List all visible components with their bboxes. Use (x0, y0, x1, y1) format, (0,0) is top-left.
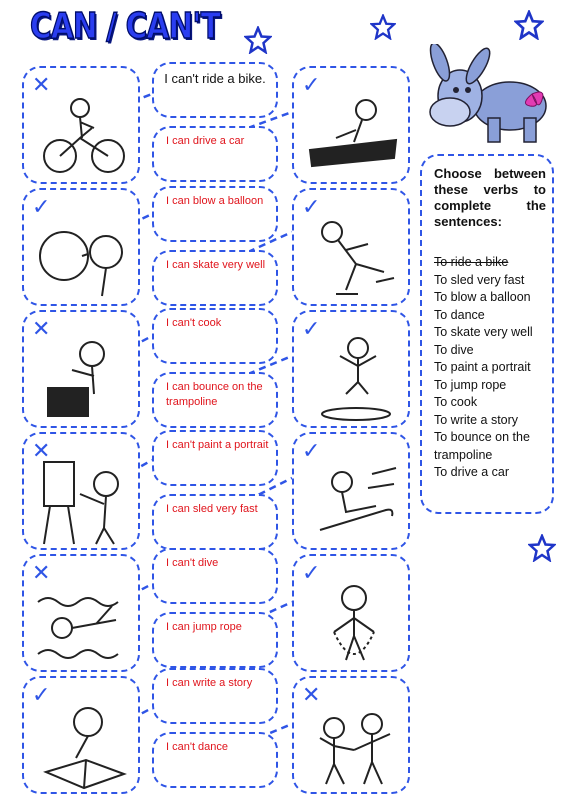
sentence-box[interactable] (152, 308, 278, 364)
sentence-box (152, 62, 278, 118)
sentence-text: I can skate very well (166, 259, 266, 271)
verb-item: To cook (434, 395, 478, 409)
sentence-text: I can blow a balloon (166, 195, 264, 207)
image-box-sledding (292, 432, 410, 550)
image-box-dancing (292, 676, 410, 794)
jump-rope-drawing (306, 576, 400, 670)
balloon-drawing (36, 210, 130, 304)
check-icon: ✓ (302, 194, 321, 219)
verb-item: To write a story (434, 412, 519, 427)
check-icon: ✓ (302, 438, 321, 463)
diving-drawing (36, 576, 130, 670)
check-icon: ✓ (302, 316, 321, 341)
sentence-text: I can't cook (166, 317, 222, 329)
sentence-box[interactable] (152, 186, 278, 242)
sentence-text: I can write a story (166, 677, 253, 689)
check-icon: ✓ (302, 560, 321, 585)
image-box-driving-car (292, 66, 410, 184)
sentence-box[interactable] (152, 612, 278, 668)
sentence-text: I can sled very fast (166, 503, 258, 515)
image-box-trampoline (292, 310, 410, 428)
verb-panel (420, 154, 554, 514)
check-icon: ✓ (302, 72, 321, 97)
bike-drawing (36, 88, 130, 182)
trampoline-drawing (306, 332, 400, 426)
verb-item: To blow a balloon (434, 290, 531, 304)
sentence-text: I can't dance (166, 741, 229, 753)
cross-icon: ✕ (32, 438, 51, 463)
sentence-box[interactable] (152, 372, 278, 428)
car-drawing (306, 88, 400, 182)
image-box-cooking (22, 310, 140, 428)
panel-title: Choose between these verbs to complete the sentences: (434, 166, 546, 229)
page-title: CAN / CAN'T (30, 6, 220, 47)
verb-item: To jump rope (434, 377, 507, 392)
image-box-diving (22, 554, 140, 672)
check-icon: ✓ (32, 682, 51, 707)
sentence-text: I can't paint a portrait (166, 439, 269, 451)
image-box-skating (292, 188, 410, 306)
sentence-text: I can't dive (166, 557, 219, 569)
cross-icon: ✕ (302, 682, 321, 707)
image-box-writing (22, 676, 140, 794)
verb-item: To bounce on the trampoline (434, 430, 530, 462)
sentence-box[interactable] (152, 126, 278, 182)
verb-item: To drive a car (434, 465, 510, 479)
sled-drawing (306, 454, 400, 548)
image-box-riding-bike (22, 66, 140, 184)
sentence-text: I can bounce on the trampoline (166, 381, 263, 408)
sentence-text: I can drive a car (166, 135, 245, 147)
skating-drawing (306, 210, 400, 304)
sentence-text: I can jump rope (166, 621, 242, 633)
sentence-box[interactable] (152, 548, 278, 604)
writing-drawing (36, 698, 130, 792)
sentence-text: I can't ride a bike. (164, 71, 266, 86)
verb-list (434, 254, 554, 482)
sentence-box[interactable] (152, 250, 278, 306)
sentence-box[interactable] (152, 430, 278, 486)
verb-item: To dance (434, 307, 485, 322)
verb-item: To dive (434, 342, 474, 357)
cross-icon: ✕ (32, 316, 51, 341)
cross-icon: ✕ (32, 560, 51, 585)
sentence-box[interactable] (152, 732, 278, 788)
sentence-box[interactable] (152, 668, 278, 724)
sentence-box[interactable] (152, 494, 278, 550)
verb-item: To ride a bike (434, 255, 509, 269)
painting-drawing (36, 454, 130, 548)
verb-item: To sled very fast (434, 272, 525, 287)
image-box-blowing-balloon (22, 188, 140, 306)
dancing-drawing (306, 698, 400, 792)
cross-icon: ✕ (32, 72, 51, 97)
check-icon: ✓ (32, 194, 51, 219)
image-box-jump-rope (292, 554, 410, 672)
verb-item: To paint a portrait (434, 360, 531, 374)
image-box-painting (22, 432, 140, 550)
verb-item: To skate very well (434, 325, 533, 339)
cooking-drawing (36, 332, 130, 426)
